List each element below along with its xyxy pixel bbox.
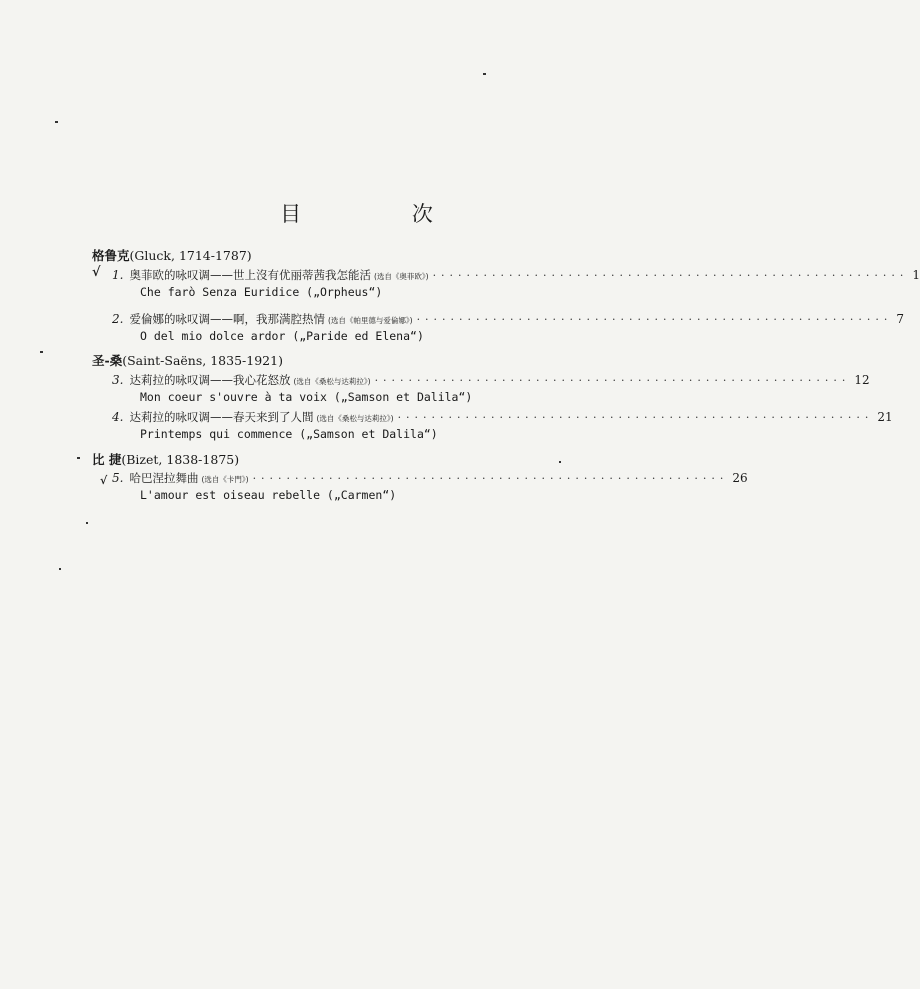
dot-leader: ························································ (397, 411, 874, 424)
entry-page: 7 (896, 312, 905, 326)
composer-name: 圣-桑 (92, 353, 123, 368)
entry-number: 5. (112, 471, 124, 485)
scan-speck (483, 73, 486, 75)
entry-source: (选自《卡門》) (201, 475, 249, 484)
entry-source: (选自《桑松与达莉拉》) (316, 414, 394, 423)
entry-number: 4. (112, 410, 124, 424)
check-mark: √ (92, 265, 101, 280)
check-mark: √ (100, 474, 108, 487)
entry-title-original: Mon coeur s'ouvre à ta voix („Samson et Dalila“) (140, 390, 473, 404)
composer-dates: (Saint-Saëns, 1835-1921) (122, 353, 283, 368)
entry-number: 2. (112, 312, 124, 326)
entry-title-zh: 爱倫娜的咏叹调——啊，我那满腔热情 (129, 312, 325, 326)
scan-speck (55, 121, 58, 123)
composer-heading (92, 351, 283, 369)
composer-heading (92, 246, 252, 264)
composer-name: 格鲁克 (92, 248, 130, 263)
composer-dates: (Gluck, 1714-1787) (129, 248, 252, 263)
entry-title-original: Printemps qui commence („Samson et Dalila“) (140, 427, 438, 441)
dot-leader: ························································ (432, 269, 909, 282)
composer-name: 比 捷 (92, 452, 122, 467)
entry-page: 12 (854, 373, 870, 387)
dot-leader: ························································ (374, 374, 851, 387)
entry-page: 1 (912, 268, 920, 282)
entry-title-zh: 达莉拉的咏叹调——春天来到了人間 (129, 410, 314, 424)
composer-dates: (Bizet, 1838-1875) (121, 452, 240, 467)
entry-number: 3. (112, 373, 124, 387)
toc-entry[interactable] (112, 409, 893, 441)
entry-source: (选自《帕里德与爱倫娜》) (327, 316, 413, 325)
entry-number: 1. (112, 268, 124, 282)
toc-entry[interactable] (112, 372, 870, 404)
entry-title-zh: 达莉拉的咏叹调——我心花怒放 (129, 373, 291, 387)
entry-page: 26 (732, 471, 748, 485)
entry-title-original: Che farò Senza Euridice („Orpheus“) (140, 285, 383, 299)
entry-title-zh: 哈巴涅拉舞曲 (129, 471, 199, 485)
toc-entry[interactable] (112, 311, 905, 343)
composer-heading (92, 450, 239, 468)
scan-speck (40, 351, 43, 353)
entry-title-original: L'amour est oiseau rebelle („Carmen“) (140, 488, 397, 502)
entry-source: (选自《桑松与达莉拉》) (293, 377, 371, 386)
toc-entry[interactable] (112, 470, 748, 502)
scan-speck (77, 457, 80, 459)
entry-page: 21 (877, 410, 893, 424)
dot-leader: ························································ (416, 313, 893, 326)
entry-title-original: O del mio dolce ardor („Paride ed Elena“) (140, 329, 424, 343)
entry-source: (选自《奥菲欧》) (373, 272, 429, 281)
scan-speck (559, 461, 561, 463)
entry-title-zh: 奥菲欧的咏叹调——世上沒有优丽蒂茜我怎能活 (129, 268, 371, 282)
scan-speck (86, 522, 88, 524)
dot-leader: ························································ (252, 472, 729, 485)
toc-entry[interactable] (112, 267, 920, 299)
page-title: 目 次 (280, 202, 485, 226)
scan-speck (59, 568, 61, 570)
